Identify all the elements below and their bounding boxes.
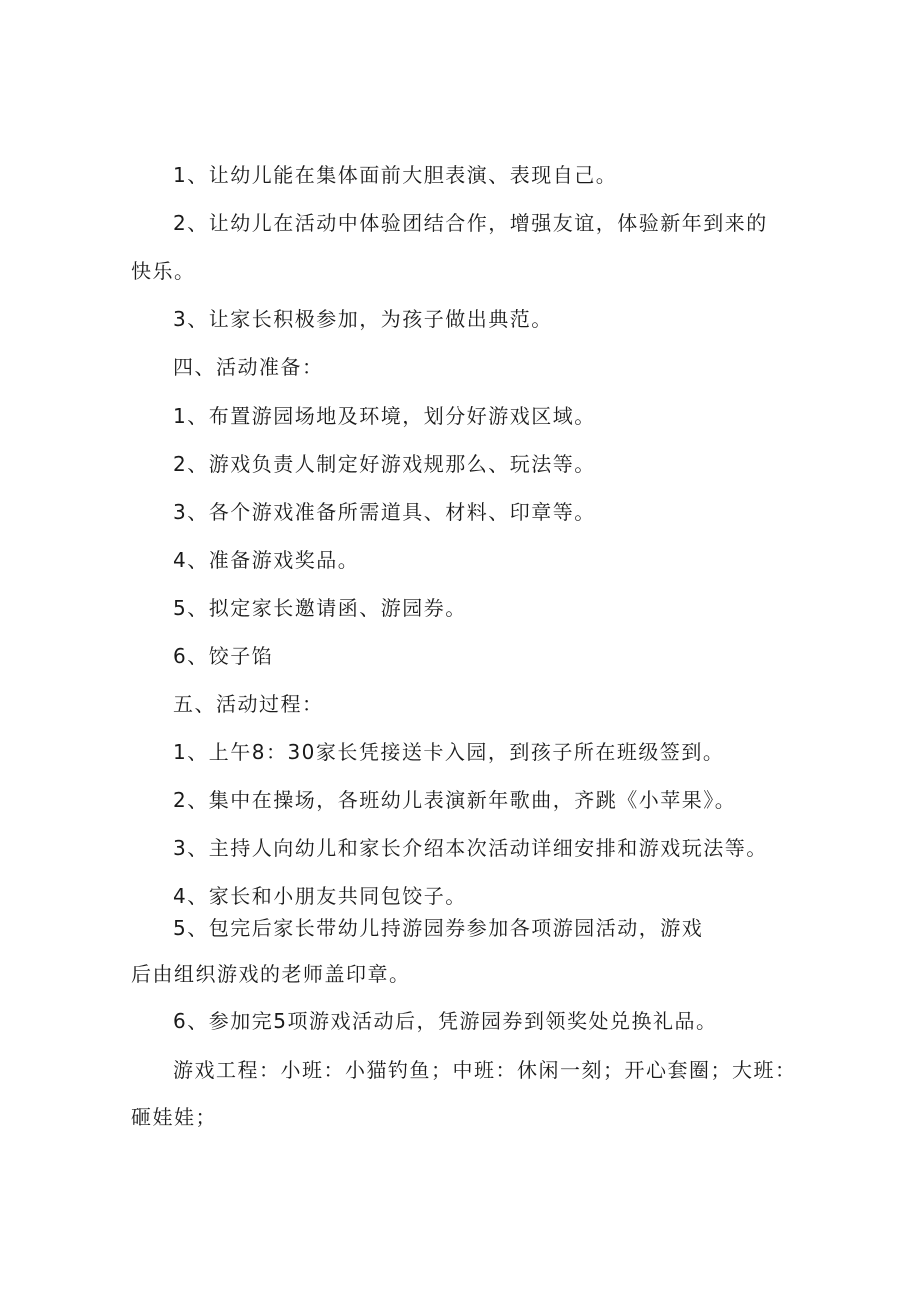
objective-3: 3、让家长积极参加，为孩子做出典范。	[173, 307, 553, 331]
preparation-item-4: 4、准备游戏奖品。	[173, 548, 360, 572]
process-step-5-line-2: 后由组织游戏的老师盖印章。	[131, 962, 411, 986]
objective-1: 1、让幼儿能在集体面前大胆表演、表现自己。	[173, 163, 618, 187]
objective-2-line-2: 快乐。	[131, 259, 196, 283]
preparation-item-1: 1、布置游园场地及环境，划分好游戏区域。	[173, 404, 596, 428]
game-items-line-1: 游戏工程：小班：小猫钓鱼；中班：休闲一刻；开心套圈；大班：	[173, 1058, 797, 1082]
preparation-item-2: 2、游戏负责人制定好游戏规那么、玩法等。	[173, 452, 596, 476]
process-step-1: 1、上午8：30家长凭接送卡入园，到孩子所在班级签到。	[173, 740, 725, 764]
process-step-6: 6、参加完5项游戏活动后，凭游园券到领奖处兑换礼品。	[173, 1009, 718, 1033]
process-step-2: 2、集中在操场，各班幼儿表演新年歌曲，齐跳《小苹果》。	[173, 788, 737, 812]
section-heading-preparation: 四、活动准备：	[173, 355, 324, 379]
process-step-3: 3、主持人向幼儿和家长介绍本次活动详细安排和游戏玩法等。	[173, 836, 768, 860]
preparation-item-6: 6、饺子馅	[173, 644, 274, 668]
preparation-item-5: 5、拟定家长邀请函、游园券。	[173, 596, 467, 620]
process-step-5-line-1: 5、包完后家长带幼儿持游园券参加各项游园活动，游戏	[173, 916, 704, 940]
section-heading-process: 五、活动过程：	[173, 692, 324, 716]
game-items-line-2: 砸娃娃；	[131, 1105, 217, 1129]
process-step-4: 4、家长和小朋友共同包饺子。	[173, 884, 467, 908]
preparation-item-3: 3、各个游戏准备所需道具、材料、印章等。	[173, 500, 596, 524]
objective-2-line-1: 2、让幼儿在活动中体验团结合作，增强友谊，体验新年到来的	[173, 211, 768, 235]
